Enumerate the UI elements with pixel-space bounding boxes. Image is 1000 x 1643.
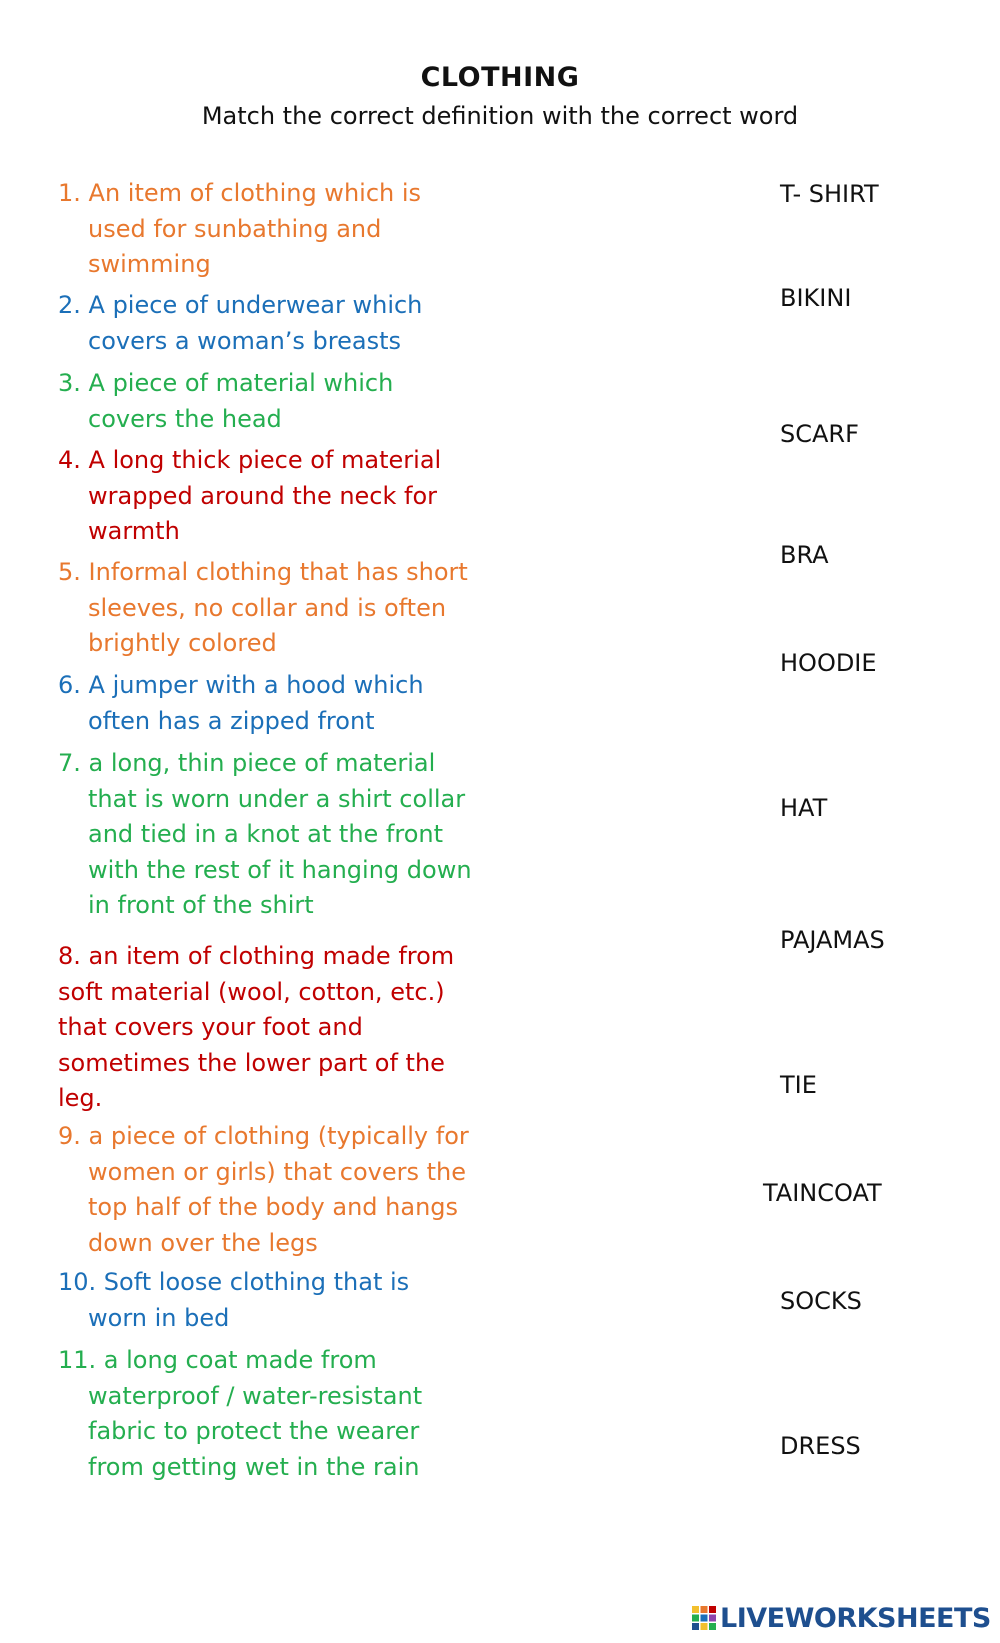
worksheet-subtitle: Match the correct definition with the correct word bbox=[201, 102, 799, 130]
word-bra: BRA bbox=[780, 541, 829, 569]
liveworksheets-logo-icon bbox=[692, 1606, 716, 1630]
definition-9: 9. a piece of clothing (typically for women or girls) that covers the top half of the body and hangs down over the legs bbox=[58, 1122, 469, 1257]
word-t-shirt: T- SHIRT bbox=[780, 180, 879, 208]
word-pajamas: PAJAMAS bbox=[780, 926, 885, 954]
definition-3: 3. A piece of material which covers the head bbox=[58, 369, 394, 433]
word-tie: TIE bbox=[780, 1071, 817, 1099]
word-hoodie: HOODIE bbox=[780, 649, 877, 677]
definition-5: 5. Informal clothing that has short sleeves, no collar and is often brightly colored bbox=[58, 558, 468, 657]
definition-4: 4. A long thick piece of material wrapped around the neck for warmth bbox=[58, 446, 442, 545]
definition-7: 7. a long, thin piece of material that is worn under a shirt collar and tied in a knot at the front with the rest of it hanging down in front of the shirt bbox=[58, 749, 472, 919]
definition-1: 1. An item of clothing which is used for sunbathing and swimming bbox=[58, 179, 422, 278]
word-taincoat: TAINCOAT bbox=[763, 1179, 882, 1207]
definition-8: 8. an item of clothing made from soft material (wool, cotton, etc.) that covers your foot and sometimes the lower part of the leg. bbox=[58, 942, 455, 1112]
liveworksheets-logo-text: LIVEWORKSHEETS bbox=[720, 1602, 991, 1634]
liveworksheets-logo bbox=[692, 1600, 992, 1636]
worksheet-title: CLOTHING bbox=[420, 62, 580, 93]
definition-11: 11. a long coat made from waterproof / water-resistant fabric to protect the wearer from getting wet in the rain bbox=[58, 1346, 423, 1481]
definition-10: 10. Soft loose clothing that is worn in bed bbox=[58, 1268, 410, 1332]
word-dress: DRESS bbox=[780, 1432, 861, 1460]
definition-2: 2. A piece of underwear which covers a woman’s breasts bbox=[58, 291, 423, 355]
word-hat: HAT bbox=[780, 794, 828, 822]
word-bikini: BIKINI bbox=[780, 284, 852, 312]
word-socks: SOCKS bbox=[780, 1287, 862, 1315]
definition-6: 6. A jumper with a hood which often has a zipped front bbox=[58, 671, 424, 735]
word-scarf: SCARF bbox=[780, 420, 859, 448]
